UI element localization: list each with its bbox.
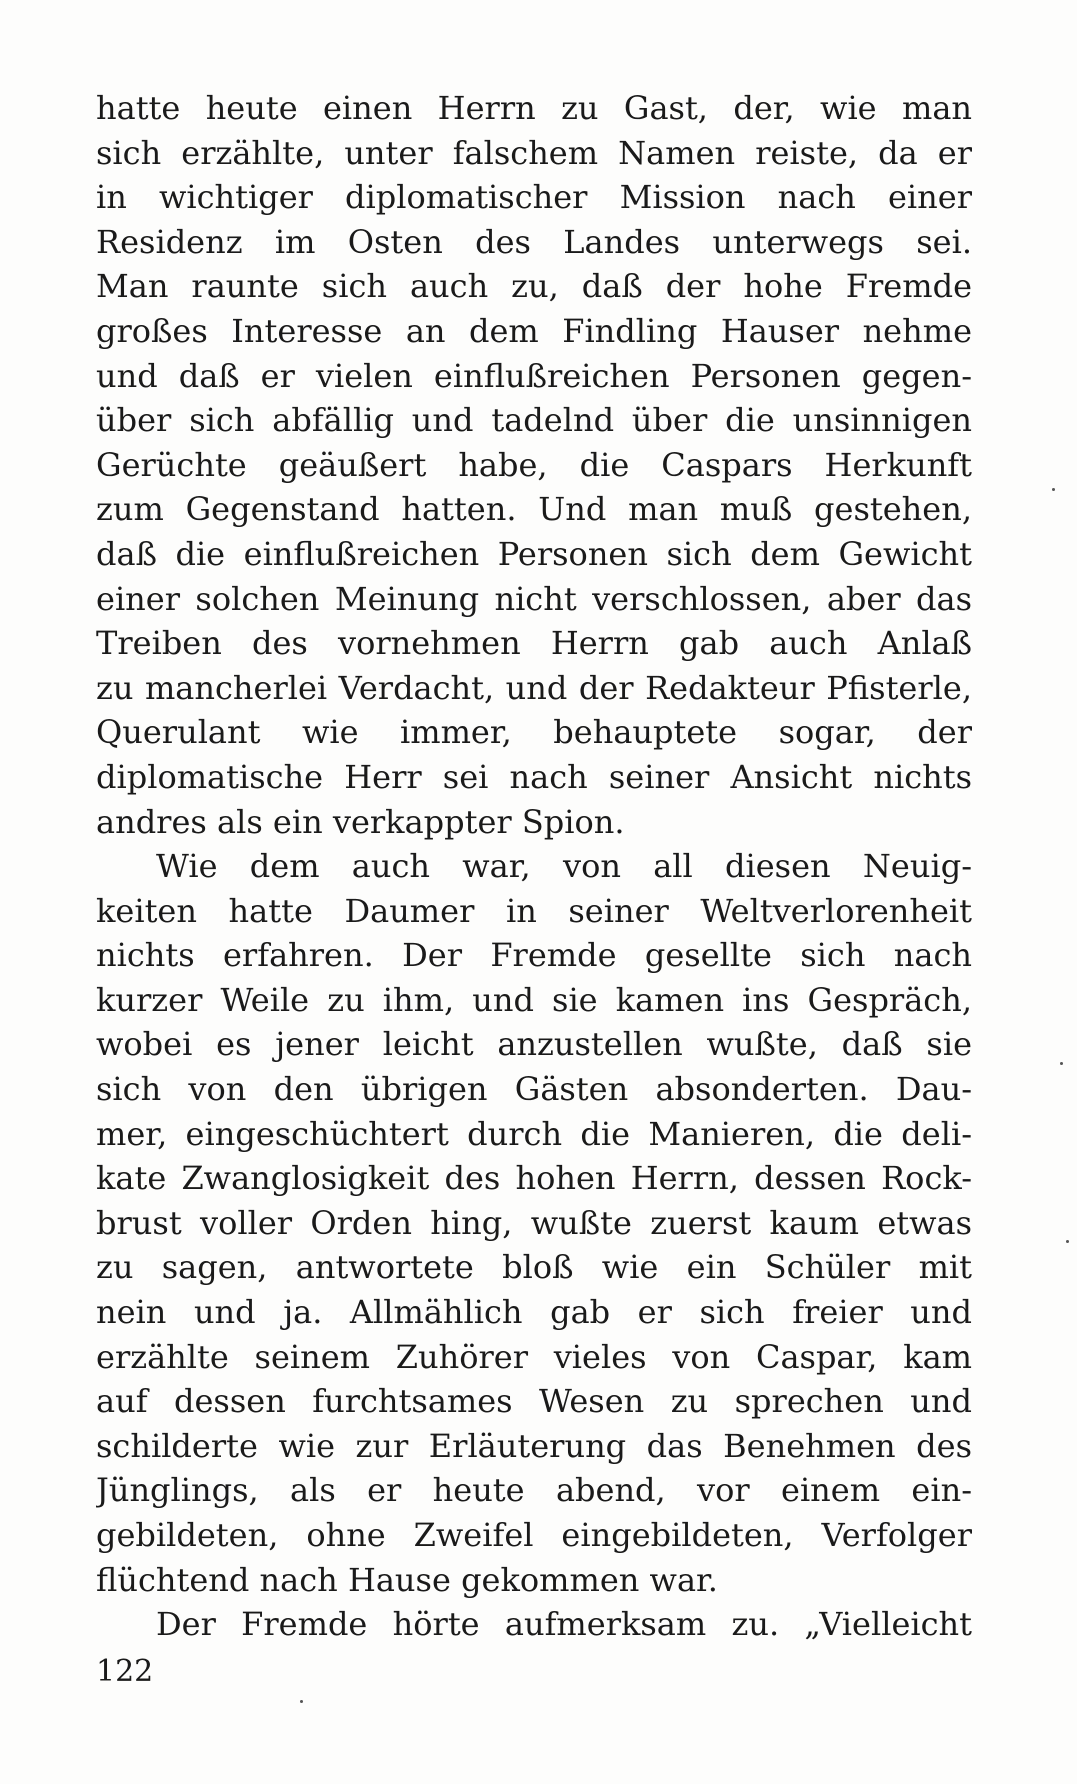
text-line: wobei es jener leicht anzustellen wußte, daß sie xyxy=(96,1025,972,1064)
text-line: über sich abfällig und tadelnd über die unsinnigen xyxy=(96,401,972,440)
text-line: sich erzählte, unter falschem Namen reiste, da er xyxy=(96,133,972,172)
paragraph-end-line: andres als ein verkappter Spion. xyxy=(96,802,625,841)
text-line: Treiben des vornehmen Herrn gab auch Anlaß xyxy=(96,624,972,663)
text-line: keiten hatte Daumer in seiner Weltverlorenheit xyxy=(96,891,972,930)
text-line: nein und ja. Allmählich gab er sich freier und xyxy=(96,1293,972,1332)
text-line: Gerüchte geäußert habe, die Caspars Herkunft xyxy=(96,445,972,484)
paper-speck xyxy=(1060,1062,1063,1065)
text-line: zum Gegenstand hatten. Und man muß gestehen, xyxy=(96,490,972,529)
paragraph-start-line: Der Fremde hörte aufmerksam zu. „Vielleicht xyxy=(156,1605,972,1644)
text-line: und daß er vielen einflußreichen Personen gegen- xyxy=(96,356,972,395)
paragraph-start-line: Wie dem auch war, von all diesen Neuig- xyxy=(156,847,972,886)
text-line: kurzer Weile zu ihm, und sie kamen ins Gespräch, xyxy=(96,980,972,1019)
text-line: einer solchen Meinung nicht verschlossen, aber das xyxy=(96,579,972,618)
text-line: mer, eingeschüchtert durch die Manieren, die deli- xyxy=(96,1114,972,1153)
paper-speck xyxy=(1066,1240,1069,1243)
text-line: auf dessen furchtsames Wesen zu sprechen und xyxy=(96,1382,972,1421)
text-line: Jünglings, als er heute abend, vor einem ein- xyxy=(96,1471,972,1510)
text-line: diplomatische Herr sei nach seiner Ansicht nichts xyxy=(96,757,972,796)
text-line: daß die einflußreichen Personen sich dem Gewicht xyxy=(96,534,972,573)
text-line: nichts erfahren. Der Fremde gesellte sich nach xyxy=(96,936,972,975)
text-line: zu sagen, antwortete bloß wie ein Schüler mit xyxy=(96,1248,972,1287)
paper-speck xyxy=(1052,488,1055,491)
text-line: großes Interesse an dem Findling Hauser nehme xyxy=(96,311,972,350)
text-line: brust voller Orden hing, wußte zuerst kaum etwas xyxy=(96,1203,972,1242)
text-line: in wichtiger diplomatischer Mission nach einer xyxy=(96,178,972,217)
text-line: kate Zwanglosigkeit des hohen Herrn, dessen Rock- xyxy=(96,1159,972,1198)
page-number: 122 xyxy=(96,1654,154,1689)
text-line: Residenz im Osten des Landes unterwegs sei. xyxy=(96,222,972,261)
text-line: Man raunte sich auch zu, daß der hohe Fremde xyxy=(96,267,972,306)
text-line: gebildeten, ohne Zweifel eingebildeten, Verfolger xyxy=(96,1516,972,1554)
body-text xyxy=(96,86,972,1647)
paragraph-end-line: flüchtend nach Hause gekommen war. xyxy=(96,1560,718,1599)
text-line: sich von den übrigen Gästen absonderten. Dau- xyxy=(96,1070,972,1109)
text-line: hatte heute einen Herrn zu Gast, der, wie man xyxy=(96,89,972,127)
text-line: erzählte seinem Zuhörer vieles von Caspar, kam xyxy=(96,1337,972,1376)
paper-speck xyxy=(300,1700,303,1703)
text-line: schilderte wie zur Erläuterung das Benehmen des xyxy=(96,1426,972,1465)
text-line: Querulant wie immer, behauptete sogar, der xyxy=(96,713,972,752)
text-line: zu mancherlei Verdacht, und der Redakteur Pfisterle, xyxy=(96,668,972,707)
